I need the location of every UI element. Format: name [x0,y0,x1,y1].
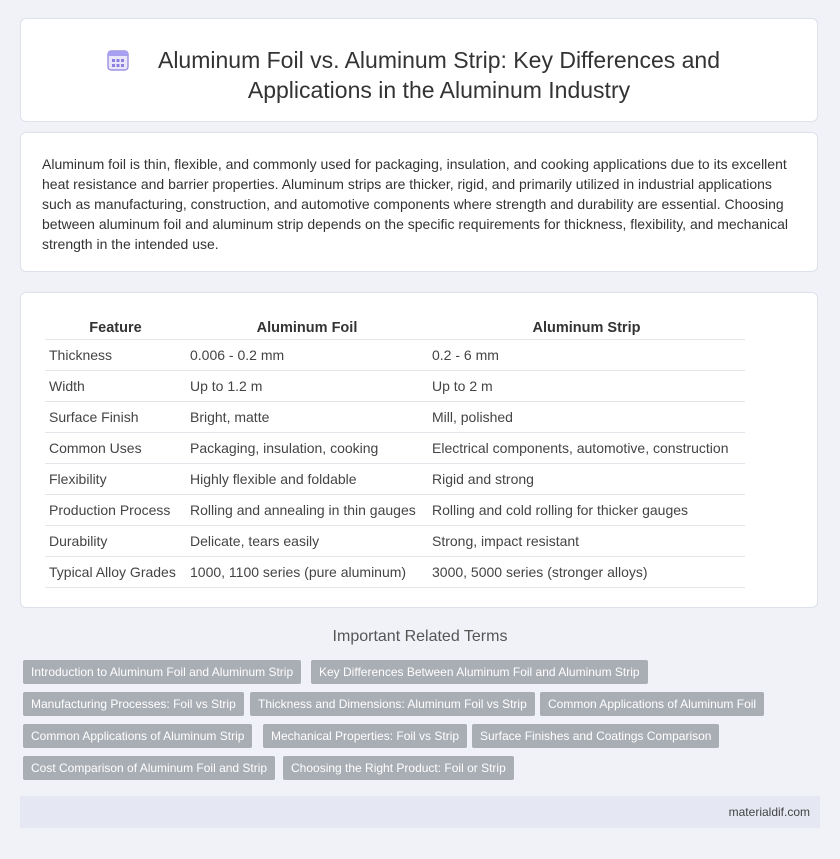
comparison-card [20,292,818,608]
title-wrap [21,45,817,105]
header-feature: Feature [45,316,186,340]
related-tag[interactable]: Key Differences Between Aluminum Foil and Aluminum Strip [311,660,648,684]
cell-strip: Mill, polished [428,402,745,433]
table-row [45,557,745,588]
cell-foil: Rolling and annealing in thin gauges [186,495,428,526]
table-row [45,495,745,526]
cell-foil: Packaging, insulation, cooking [186,433,428,464]
footer-site-link[interactable]: materialdif.com [728,805,810,819]
intro-paragraph: Aluminum foil is thin, flexible, and commonly used for packaging, insulation, and cooking applications due to its excellent heat resistance and barrier properties. Aluminum strips are thicker, rigid, and primarily utilized in industrial applications such as manufacturing, construction, and automotive components where strength and durability are essential. Choosing between aluminum foil and aluminum strip depends on the specific requirements for thickness, flexibility, and mechanical strength in the intended use. [42,156,789,252]
table-row [45,433,745,464]
related-tag[interactable]: Cost Comparison of Aluminum Foil and Strip [23,756,275,780]
cell-feature: Production Process [45,495,186,526]
cell-foil: 0.006 - 0.2 mm [186,340,428,371]
footer [20,796,820,828]
intro-card [20,132,818,272]
header-aluminum-strip: Aluminum Strip [428,316,745,340]
cell-strip: Rolling and cold rolling for thicker gauges [428,495,745,526]
cell-feature: Width [45,371,186,402]
related-tag[interactable]: Surface Finishes and Coatings Comparison [472,724,719,748]
calendar-icon [107,49,129,71]
related-tag[interactable]: Common Applications of Aluminum Strip [23,724,252,748]
cell-feature: Thickness [45,340,186,371]
cell-foil: Delicate, tears easily [186,526,428,557]
title-card [20,18,818,122]
cell-foil: Highly flexible and foldable [186,464,428,495]
cell-strip: Electrical components, automotive, construction [428,433,745,464]
cell-foil: Bright, matte [186,402,428,433]
cell-foil: 1000, 1100 series (pure aluminum) [186,557,428,588]
related-tag[interactable]: Manufacturing Processes: Foil vs Strip [23,692,244,716]
cell-foil: Up to 1.2 m [186,371,428,402]
cell-strip: Up to 2 m [428,371,745,402]
cell-strip: Rigid and strong [428,464,745,495]
related-tag[interactable]: Introduction to Aluminum Foil and Aluminum Strip [23,660,301,684]
cell-strip: 3000, 5000 series (stronger alloys) [428,557,745,588]
table-row [45,526,745,557]
related-terms-heading: Important Related Terms [332,628,508,645]
cell-feature: Typical Alloy Grades [45,557,186,588]
table-row [45,402,745,433]
related-tag[interactable]: Choosing the Right Product: Foil or Strip [283,756,514,780]
cell-feature: Flexibility [45,464,186,495]
page-title: Aluminum Foil vs. Aluminum Strip: Key Differences and Applications in the Aluminum Industry [157,47,721,103]
table-header-row [45,316,745,340]
cell-strip: 0.2 - 6 mm [428,340,745,371]
table-row [45,464,745,495]
comparison-table [45,316,745,588]
cell-feature: Common Uses [45,433,186,464]
related-tag[interactable]: Thickness and Dimensions: Aluminum Foil vs Strip [250,692,535,716]
related-tag[interactable]: Mechanical Properties: Foil vs Strip [263,724,467,748]
related-tag[interactable]: Common Applications of Aluminum Foil [540,692,764,716]
cell-strip: Strong, impact resistant [428,526,745,557]
header-aluminum-foil: Aluminum Foil [186,316,428,340]
table-row [45,340,745,371]
table-row [45,371,745,402]
cell-feature: Surface Finish [45,402,186,433]
cell-feature: Durability [45,526,186,557]
